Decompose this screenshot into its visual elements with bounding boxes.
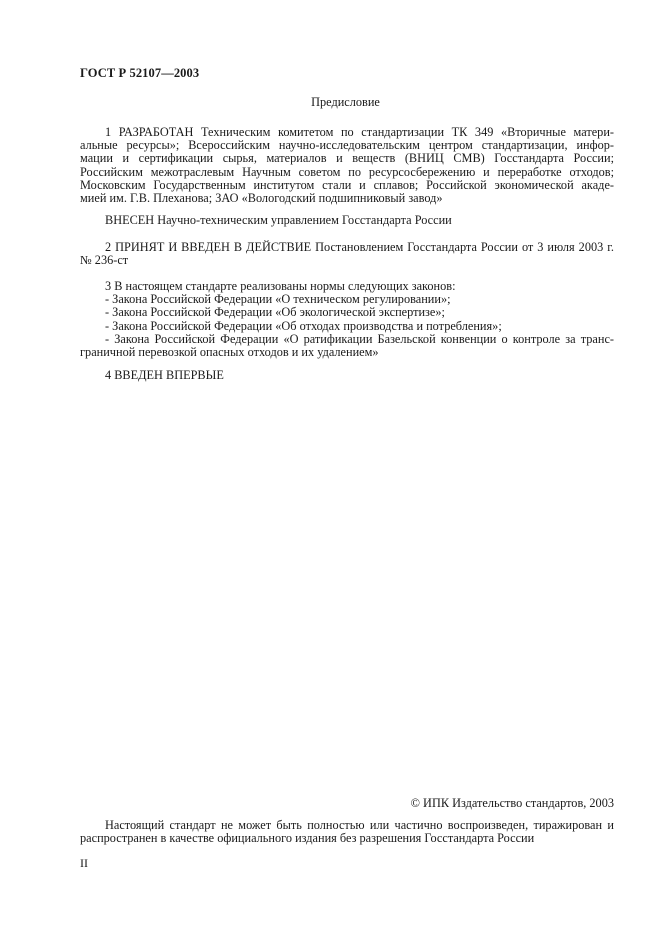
paragraph-line: ВНЕСЕН Научно-техническим управлением Госстандарта России xyxy=(105,213,452,227)
notice-line: Настоящий стандарт не может быть полностью или частично воспроизведен, тиражирован и xyxy=(105,818,614,832)
section-title: Предисловие xyxy=(311,95,380,109)
document-code: ГОСТ Р 52107—2003 xyxy=(80,66,200,80)
paragraph-line: № 236-ст xyxy=(80,253,129,268)
paragraph-line: 1 РАЗРАБОТАН Техническим комитетом по стандартизации ТК 349 «Вторичные матери- xyxy=(105,125,614,139)
paragraph-line: 3 В настоящем стандарте реализованы нормы следующих законов: xyxy=(105,279,456,293)
paragraph-line: мации и сертификации сырья, материалов и веществ (ВНИЦ СМВ) Госстандарта России; xyxy=(80,151,614,166)
law-list-item: - Закона Российской Федерации «Об экологической экспертизе»; xyxy=(105,305,445,320)
paragraph-line: граничной перевозкой опасных отходов и их удалением» xyxy=(80,345,379,360)
paragraph-developed-by xyxy=(80,126,614,205)
reproduction-notice xyxy=(80,819,614,845)
notice-line: распространен в качестве официального издания без разрешения Госстандарта России xyxy=(80,831,535,846)
paragraph-laws xyxy=(80,280,614,359)
paragraph-line: 2 ПРИНЯТ И ВВЕДЕН В ДЕЙСТВИЕ Постановлением Госстандарта России от 3 июля 2003 г. xyxy=(105,240,614,254)
paragraph-line: Российским межотраслевым Научным советом по ресурсосбережению и переработке отходов; xyxy=(80,164,614,179)
paragraph-first-introduced xyxy=(80,369,614,382)
paragraph-line: Московским Государственным институтом стали и сплавов; Российской экономической акаде- xyxy=(80,177,614,192)
law-list-item: - Закона Российской Федерации «О техническом регулировании»; xyxy=(105,292,451,307)
law-list-item: - Закона Российской Федерации «Об отходах производства и потребления»; xyxy=(105,318,502,333)
paragraph-line: 4 ВВЕДЕН ВПЕРВЫЕ xyxy=(105,368,224,382)
paragraph-line: мией им. Г.В. Плеханова; ЗАО «Вологодский подшипниковый завод» xyxy=(80,191,443,206)
paragraph-introduced-by xyxy=(80,214,614,227)
page-number: II xyxy=(80,856,88,870)
copyright-notice: © ИПК Издательство стандартов, 2003 xyxy=(410,796,614,810)
paragraph-adopted xyxy=(80,241,614,267)
law-list-item: - Закона Российской Федерации «О ратификации Базельской конвенции о контроле за транс- xyxy=(105,331,614,346)
paragraph-line: альные ресурсы»; Всероссийским научно-исследовательским центром стандартизации, инфор- xyxy=(80,138,614,153)
